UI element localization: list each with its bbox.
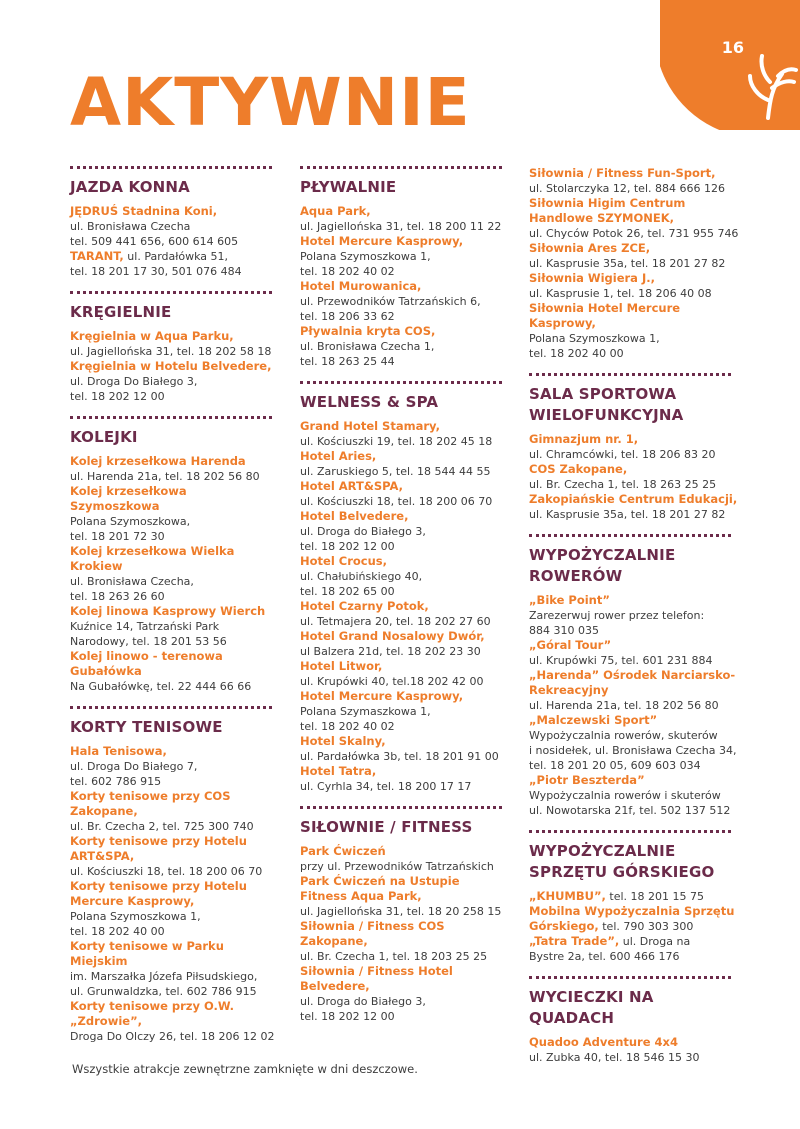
venue-details: tel. 18 263 25 44	[300, 355, 395, 368]
venue-name: Pływalnia kryta COS,	[300, 324, 436, 338]
venue-name: COS Zakopane,	[529, 462, 628, 476]
venue-details: ul. Krupówki 75, tel. 601 231 884	[529, 654, 713, 667]
venue-name: Siłownia Ares ZCE,	[529, 241, 651, 255]
venue-name: Kasprowy,	[529, 316, 596, 330]
entry-line	[529, 934, 739, 949]
dotted-divider	[529, 373, 731, 376]
section	[70, 166, 280, 279]
venue-details: i nosidełek, ul. Bronisława Czecha 34,	[529, 744, 737, 757]
dotted-divider	[529, 830, 731, 833]
venue-details: tel. 18 202 12 00	[70, 390, 165, 403]
section-heading: WYCIECZKI NA QUADACH	[529, 988, 654, 1027]
venue-name: Hotel Belvedere,	[300, 509, 409, 523]
dotted-divider	[529, 976, 731, 979]
venue-details: Wypożyczalnia rowerów i skuterów	[529, 789, 721, 802]
section	[529, 534, 739, 818]
venue-name: Siłownia Higim Centrum	[529, 196, 686, 210]
venue-name: Hotel ART&SPA,	[300, 479, 404, 493]
venue-details: Zarezerwuj rower przez telefon:	[529, 609, 705, 622]
venue-details: ul. Zubka 40, tel. 18 546 15 30	[529, 1051, 700, 1064]
venue-details: ul. Droga Do Białego 3,	[70, 375, 198, 388]
venue-name: „Malczewski Sport”	[529, 713, 658, 727]
venue-name: Quadoo Adventure 4x4	[529, 1035, 678, 1049]
venue-details: tel. 18 202 65 00	[300, 585, 395, 598]
venue-details: tel. 18 201 20 05, 609 603 034	[529, 759, 701, 772]
column-3	[529, 166, 739, 1077]
section	[300, 166, 510, 369]
venue-details: ul. Chałubińskiego 40,	[300, 570, 423, 583]
footer-note: Wszystkie atrakcje zewnętrzne zamknięte w dni deszczowe.	[72, 1062, 418, 1076]
venue-name: Hotel Czarny Potok,	[300, 599, 429, 613]
section-heading: SALA SPORTOWA WIELOFUNKCYJNA	[529, 385, 684, 424]
venue-name: Kolej krzesełkowa Szymoszkowa	[70, 484, 187, 513]
venue-details: tel. 18 202 40 02	[300, 720, 395, 733]
venue-details: tel. 18 201 15 75	[605, 890, 705, 903]
venue-details: Droga Do Olczy 26, tel. 18 206 12 02	[70, 1030, 275, 1043]
venue-details: tel. 18 263 26 60	[70, 590, 165, 603]
venue-details: Bystre 2a, tel. 600 466 176	[529, 950, 680, 963]
venue-details: ul. Kościuszki 18, tel. 18 200 06 70	[300, 495, 493, 508]
venue-name: Hotel Grand Nosalowy Dwór,	[300, 629, 485, 643]
venue-details: ul. Droga do Białego 3,	[300, 525, 426, 538]
entry-line	[529, 919, 739, 934]
venue-details: ul. Grunwaldzka, tel. 602 786 915	[70, 985, 257, 998]
venue-details: ul. Chyców Potok 26, tel. 731 955 746	[529, 227, 739, 240]
venue-details: ul. Tetmajera 20, tel. 18 202 27 60	[300, 615, 491, 628]
venue-name: Siłownia / Fitness Fun-Sport,	[529, 166, 716, 180]
section	[70, 291, 280, 404]
venue-details: ul. Cyrhla 34, tel. 18 200 17 17	[300, 780, 472, 793]
dotted-divider	[300, 166, 502, 169]
venue-details: ul. Br. Czecha 1, tel. 18 203 25 25	[300, 950, 488, 963]
section-heading: WYPOŻYCZALNIE SPRZĘTU GÓRSKIEGO	[529, 842, 715, 881]
venue-name: JĘDRUŚ Stadnina Koni,	[70, 204, 218, 218]
venue-details: ul. Jagiellońska 31, tel. 18 20 258 15	[300, 905, 502, 918]
venue-details: przy ul. Przewodników Tatrzańskich	[300, 860, 494, 873]
page-title: AKTYWNIE	[70, 64, 471, 141]
section	[529, 166, 739, 361]
venue-name: Kręgielnia w Aqua Parku,	[70, 329, 234, 343]
section	[70, 416, 280, 694]
venue-details: Polana Szymoszkowa 1,	[529, 332, 660, 345]
venue-name: „Góral Tour”	[529, 638, 612, 652]
venue-details: ul. Kasprusie 1, tel. 18 206 40 08	[529, 287, 712, 300]
venue-details: ul. Krupówki 40, tel.18 202 42 00	[300, 675, 484, 688]
venue-details: Wypożyczalnia rowerów, skuterów	[529, 729, 718, 742]
venue-details: im. Marszałka Józefa Piłsudskiego,	[70, 970, 258, 983]
venue-name: Górskiego,	[529, 919, 599, 933]
column-2	[300, 166, 510, 1036]
entry-line	[70, 249, 280, 264]
venue-details: ul Balzera 21d, tel. 18 202 23 30	[300, 645, 481, 658]
venue-name: Hotel Aries,	[300, 449, 377, 463]
venue-details: tel. 602 786 915	[70, 775, 162, 788]
venue-name: Korty tenisowe przy O.W.	[70, 999, 234, 1013]
dotted-divider	[70, 166, 272, 169]
dotted-divider	[300, 806, 502, 809]
venue-name: Rekreacyjny	[529, 683, 609, 697]
venue-name: Park Ćwiczeń na Ustupie	[300, 874, 460, 888]
venue-name: Hotel Murowanica,	[300, 279, 422, 293]
venue-name: Zakopiańskie Centrum Edukacji,	[529, 492, 738, 506]
venue-name: Park Ćwiczeń	[300, 844, 386, 858]
venue-name: Handlowe SZYMONEK,	[529, 211, 675, 225]
venue-details: ul. Br. Czecha 1, tel. 18 263 25 25	[529, 478, 717, 491]
venue-details: ul. Pardałówka 51,	[123, 250, 229, 263]
venue-details: ul. Pardałówka 3b, tel. 18 201 91 00	[300, 750, 499, 763]
venue-details: ul. Jagiellońska 31, tel. 18 202 58 18	[70, 345, 272, 358]
venue-name: Mercure Kasprowy,	[70, 894, 195, 908]
venue-name: „Piotr Beszterda”	[529, 773, 645, 787]
venue-details: tel. 18 201 17 30, 501 076 484	[70, 265, 242, 278]
venue-name: Hotel Mercure Kasprowy,	[300, 689, 464, 703]
venue-name: Hotel Crocus,	[300, 554, 387, 568]
venue-details: tel. 18 206 33 62	[300, 310, 395, 323]
section-heading: KORTY TENISOWE	[70, 718, 223, 736]
venue-name: Korty tenisowe w Parku Miejskim	[70, 939, 224, 968]
venue-name: Hotel Skalny,	[300, 734, 386, 748]
venue-name: TARANT,	[70, 249, 124, 263]
section	[529, 830, 739, 964]
venue-details: ul. Nowotarska 21f, tel. 502 137 512	[529, 804, 731, 817]
dotted-divider	[70, 416, 272, 419]
venue-details: Na Gubałówkę, tel. 22 444 66 66	[70, 680, 252, 693]
venue-details: ul. Zaruskiego 5, tel. 18 544 44 55	[300, 465, 491, 478]
section-heading: PŁYWALNIE	[300, 178, 397, 196]
venue-name: Gubałówka	[70, 664, 142, 678]
venue-details: tel. 18 202 12 00	[300, 1010, 395, 1023]
venue-name: Siłownia / Fitness Hotel	[300, 964, 453, 978]
section-heading: JAZDA KONNA	[70, 178, 190, 196]
section	[70, 706, 280, 1044]
dotted-divider	[70, 291, 272, 294]
section-heading: KOLEJKI	[70, 428, 138, 446]
column-1	[70, 166, 280, 1056]
venue-details: tel. 509 441 656, 600 614 605	[70, 235, 239, 248]
venue-details: ul. Droga do Białego 3,	[300, 995, 426, 1008]
venue-name: Siłownia Hotel Mercure	[529, 301, 681, 315]
venue-name: Hotel Mercure Kasprowy,	[300, 234, 464, 248]
entry-line	[529, 889, 739, 904]
venue-details: ul. Harenda 21a, tel. 18 202 56 80	[529, 699, 719, 712]
page-number: 16	[721, 38, 744, 57]
venue-name: Grand Hotel Stamary,	[300, 419, 440, 433]
corner-decoration	[660, 0, 800, 130]
venue-name: „Zdrowie”,	[70, 1014, 142, 1028]
venue-details: ul. Bronisława Czecha,	[70, 575, 194, 588]
venue-details: ul. Chramcówki, tel. 18 206 83 20	[529, 448, 716, 461]
venue-name: ART&SPA,	[70, 849, 135, 863]
venue-details: Narodowy, tel. 18 201 53 56	[70, 635, 227, 648]
venue-name: Mobilna Wypożyczalnia Sprzętu	[529, 904, 735, 918]
venue-details: ul. Kościuszki 18, tel. 18 200 06 70	[70, 865, 263, 878]
venue-details: Kuźnice 14, Tatrzański Park	[70, 620, 220, 633]
venue-details: ul. Droga na	[619, 935, 691, 948]
venue-details: ul. Br. Czecha 2, tel. 725 300 740	[70, 820, 254, 833]
venue-details: ul. Kasprusie 35a, tel. 18 201 27 82	[529, 257, 726, 270]
section-heading: SIŁOWNIE / FITNESS	[300, 818, 473, 836]
venue-details: 884 310 035	[529, 624, 599, 637]
section-heading: KRĘGIELNIE	[70, 303, 172, 321]
venue-details: ul. Kasprusie 35a, tel. 18 201 27 82	[529, 508, 726, 521]
venue-details: ul. Bronisława Czecha 1,	[300, 340, 435, 353]
venue-name: Hala Tenisowa,	[70, 744, 167, 758]
venue-name: „Tatra Trade”,	[529, 934, 620, 948]
venue-name: Kolej krzesełkowa Harenda	[70, 454, 246, 468]
venue-details: ul. Bronisława Czecha	[70, 220, 191, 233]
venue-details: tel. 790 303 300	[598, 920, 694, 933]
venue-name: „KHUMBU”,	[529, 889, 606, 903]
venue-details: ul. Droga Do Białego 7,	[70, 760, 198, 773]
venue-details: ul. Przewodników Tatrzańskich 6,	[300, 295, 481, 308]
venue-details: ul. Harenda 21a, tel. 18 202 56 80	[70, 470, 260, 483]
venue-name: Belvedere,	[300, 979, 370, 993]
venue-details: Polana Szymoszkowa 1,	[70, 910, 201, 923]
venue-name: Kręgielnia w Hotelu Belvedere,	[70, 359, 272, 373]
venue-name: Zakopane,	[70, 804, 138, 818]
venue-name: Korty tenisowe przy COS	[70, 789, 231, 803]
section	[529, 976, 739, 1065]
section	[529, 373, 739, 522]
section	[300, 806, 510, 1024]
section	[300, 381, 510, 794]
venue-details: tel. 18 202 12 00	[300, 540, 395, 553]
venue-name: Kolej linowo - terenowa	[70, 649, 223, 663]
section-heading: WYPOŻYCZALNIE ROWERÓW	[529, 546, 676, 585]
section-heading: WELNESS & SPA	[300, 393, 439, 411]
venue-details: Polana Szymoszkowa 1,	[300, 250, 431, 263]
venue-name: „Harenda” Ośrodek Narciarsko-	[529, 668, 736, 682]
venue-name: Kolej linowa Kasprowy Wierch	[70, 604, 266, 618]
venue-name: Korty tenisowe przy Hotelu	[70, 834, 247, 848]
venue-name: Fitness Aqua Park,	[300, 889, 422, 903]
venue-details: ul. Kościuszki 19, tel. 18 202 45 18	[300, 435, 493, 448]
venue-name: Gimnazjum nr. 1,	[529, 432, 639, 446]
venue-name: Hotel Litwor,	[300, 659, 383, 673]
venue-name: Aqua Park,	[300, 204, 371, 218]
venue-name: Kolej krzesełkowa Wielka Krokiew	[70, 544, 235, 573]
venue-name: Korty tenisowe przy Hotelu	[70, 879, 247, 893]
dotted-divider	[529, 534, 731, 537]
venue-details: ul. Stolarczyka 12, tel. 884 666 126	[529, 182, 725, 195]
venue-details: tel. 18 202 40 02	[300, 265, 395, 278]
venue-name: Siłownia Wigiera J.,	[529, 271, 655, 285]
venue-details: tel. 18 201 72 30	[70, 530, 165, 543]
venue-name: Hotel Tatra,	[300, 764, 377, 778]
venue-details: Polana Szymoszkowa,	[70, 515, 191, 528]
venue-details: Polana Szymaszkowa 1,	[300, 705, 431, 718]
venue-name: Siłownia / Fitness COS Zakopane,	[300, 919, 445, 948]
venue-name: „Bike Point”	[529, 593, 610, 607]
dotted-divider	[70, 706, 272, 709]
venue-details: ul. Jagiellońska 31, tel. 18 200 11 22	[300, 220, 502, 233]
venue-details: tel. 18 202 40 00	[529, 347, 624, 360]
venue-details: tel. 18 202 40 00	[70, 925, 165, 938]
dotted-divider	[300, 381, 502, 384]
